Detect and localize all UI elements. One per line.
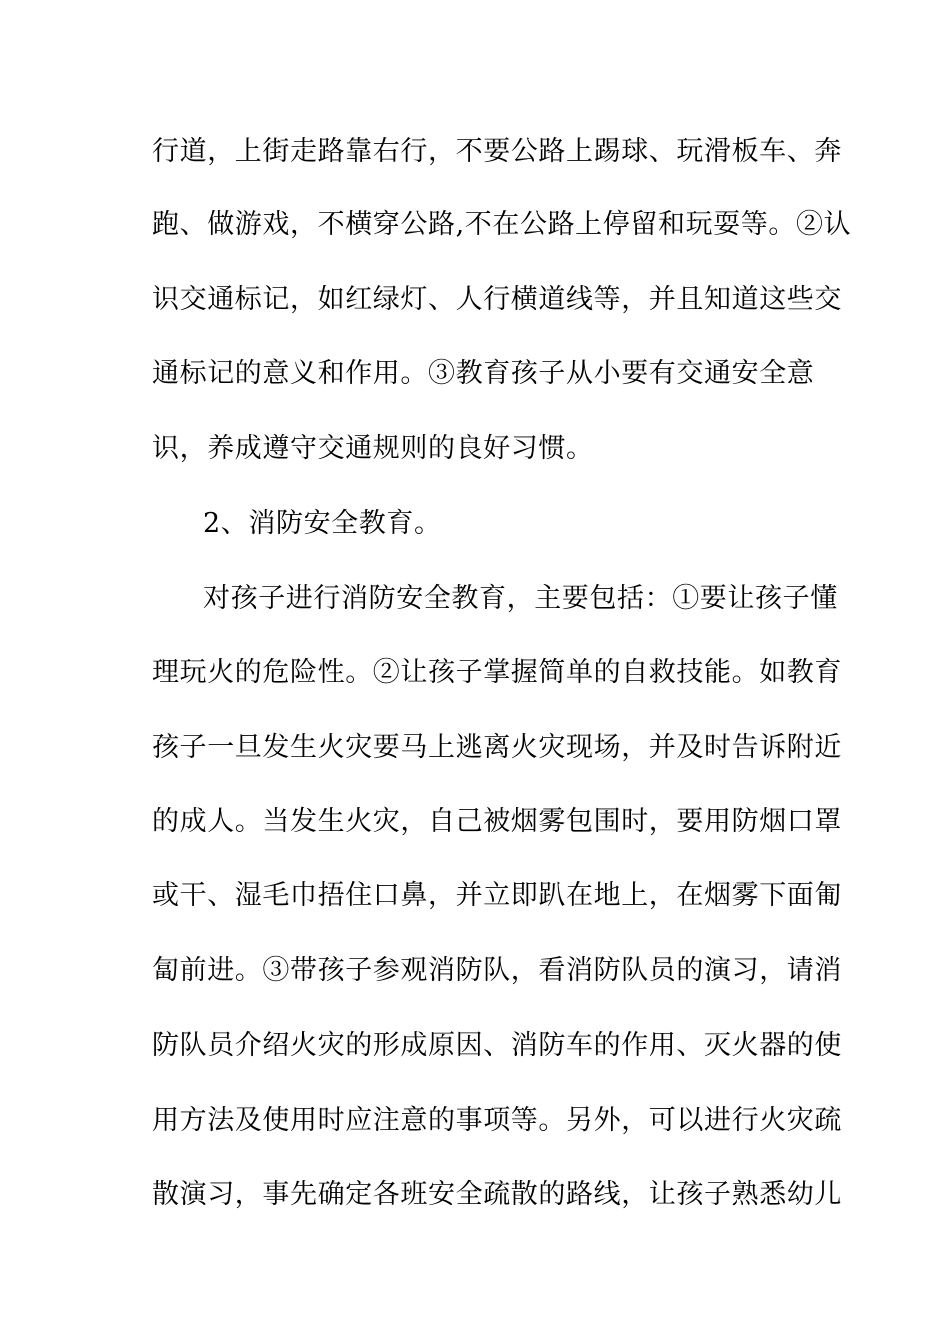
paragraph-line-5: 识，养成遵守交通规则的良好习惯。: [152, 433, 594, 464]
section-heading: 2、消防安全教育。: [203, 508, 442, 539]
paragraph-line-9: 孩子一旦发生火灾要马上逃离火灾现场，并及时告诉附近: [152, 732, 842, 763]
paragraph-line-10: 的成人。当发生火灾，自己被烟雾包围时，要用防烟口罩: [152, 806, 842, 837]
paragraph-line-3: 识交通标记，如红绿灯、人行横道线等，并且知道这些交: [152, 284, 842, 315]
paragraph-line-14: 用方法及使用时应注意的事项等。另外，可以进行火灾疏: [152, 1105, 842, 1136]
paragraph-line-12: 匐前进。③带孩子参观消防队，看消防队员的演习，请消: [152, 955, 842, 986]
paragraph-line-11: 或干、湿毛巾捂住口鼻，并立即趴在地上，在烟雾下面匍: [152, 880, 842, 911]
paragraph-line-15: 散演习，事先确定各班安全疏散的路线，让孩子熟悉幼儿: [152, 1179, 842, 1210]
paragraph-line-8: 理玩火的危险性。②让孩子掌握简单的自救技能。如教育: [152, 657, 842, 688]
paragraph-line-2: 跑、做游戏，不横穿公路,不在公路上停留和玩耍等。②认: [152, 209, 852, 240]
paragraph-line-7: 对孩子进行消防安全教育，主要包括：①要让孩子懂: [203, 583, 838, 614]
paragraph-line-4: 通标记的意义和作用。③教育孩子从小要有交通安全意: [152, 358, 815, 389]
paragraph-line-13: 防队员介绍火灾的形成原因、消防车的作用、灭火器的使: [152, 1030, 842, 1061]
paragraph-line-1: 行道，上街走路靠右行，不要公路上踢球、玩滑板车、奔: [152, 136, 842, 167]
